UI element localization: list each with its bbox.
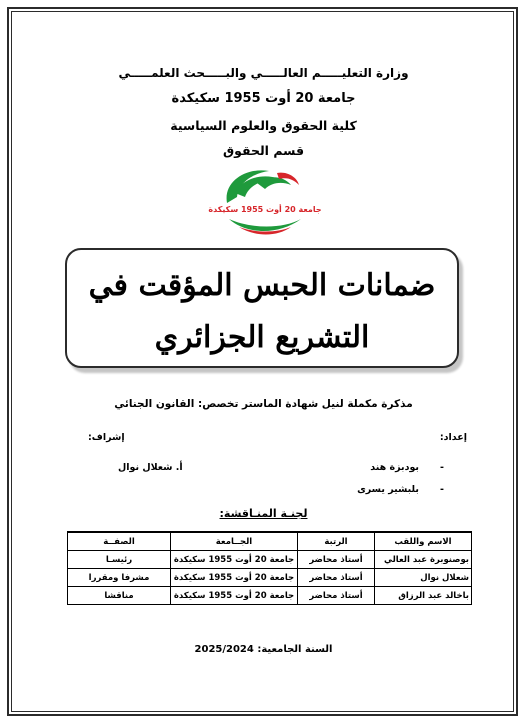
table-row bbox=[68, 587, 472, 605]
cell-rank: أستاذ محاضر bbox=[298, 551, 375, 569]
student-dash-1: - bbox=[440, 462, 444, 473]
col-header-role: الصفــة bbox=[68, 532, 171, 551]
logo-text: جامعة 20 أوت 1955 سكيكدة bbox=[208, 205, 322, 214]
cell-rank: أستاذ محاضر bbox=[298, 587, 375, 605]
thesis-title-box bbox=[65, 248, 459, 368]
cell-name: بوصنوبرة عبد العالي bbox=[375, 551, 472, 569]
cell-rank: أستاذ محاضر bbox=[298, 569, 375, 587]
university-logo-icon bbox=[208, 163, 322, 241]
cell-university: جامعة 20 أوت 1955 سكيكدة bbox=[171, 551, 298, 569]
col-header-rank: الرتبة bbox=[298, 532, 375, 551]
thesis-title-line-1: ضمانات الحبس المؤقت في bbox=[88, 268, 436, 303]
cell-university: جامعة 20 أوت 1955 سكيكدة bbox=[171, 587, 298, 605]
student-dash-2: - bbox=[440, 484, 444, 495]
committee-table bbox=[67, 531, 472, 605]
prepared-by-label: إعداد: bbox=[439, 432, 467, 443]
department-name: قسم الحقوق bbox=[222, 143, 305, 158]
committee-table-header bbox=[68, 532, 472, 551]
university-name: جامعة 20 أوت 1955 سكيكدة bbox=[171, 91, 356, 106]
student-name-1: بودبزة هند bbox=[370, 462, 419, 473]
academic-year: السنة الجامعية: 2025/2024 bbox=[194, 644, 333, 655]
col-header-university: الجــامعة bbox=[171, 532, 298, 551]
cell-university: جامعة 20 أوت 1955 سكيكدة bbox=[171, 569, 298, 587]
thesis-title-line-2: التشريع الجزائري bbox=[154, 320, 370, 355]
cell-role: رئيسـا bbox=[68, 551, 171, 569]
cell-role: مناقشا bbox=[68, 587, 171, 605]
supervisor-name: أ. شعلال نوال bbox=[118, 462, 183, 473]
faculty-name: كلية الحقوق والعلوم السياسية bbox=[170, 118, 357, 133]
ministry-name: وزارة التعليـــــم العالـــــي والبـــــحث العلمـــــي bbox=[118, 66, 409, 80]
cell-name: باخالد عبد الرزاق bbox=[375, 587, 472, 605]
cell-role: مشرفا ومقررا bbox=[68, 569, 171, 587]
table-row bbox=[68, 569, 472, 587]
student-name-2: بلبشير يسرى bbox=[357, 484, 419, 495]
supervision-label: إشراف: bbox=[88, 432, 125, 443]
committee-title: لجنـة المنـاقشة: bbox=[219, 507, 308, 520]
cell-name: شعلال نوال bbox=[375, 569, 472, 587]
thesis-subtitle: مذكرة مكملة لنيل شهادة الماستر تخصص: القانون الجنائي bbox=[114, 398, 413, 410]
university-logo bbox=[208, 163, 322, 241]
table-row bbox=[68, 551, 472, 569]
col-header-name: الاسم واللقب bbox=[375, 532, 472, 551]
